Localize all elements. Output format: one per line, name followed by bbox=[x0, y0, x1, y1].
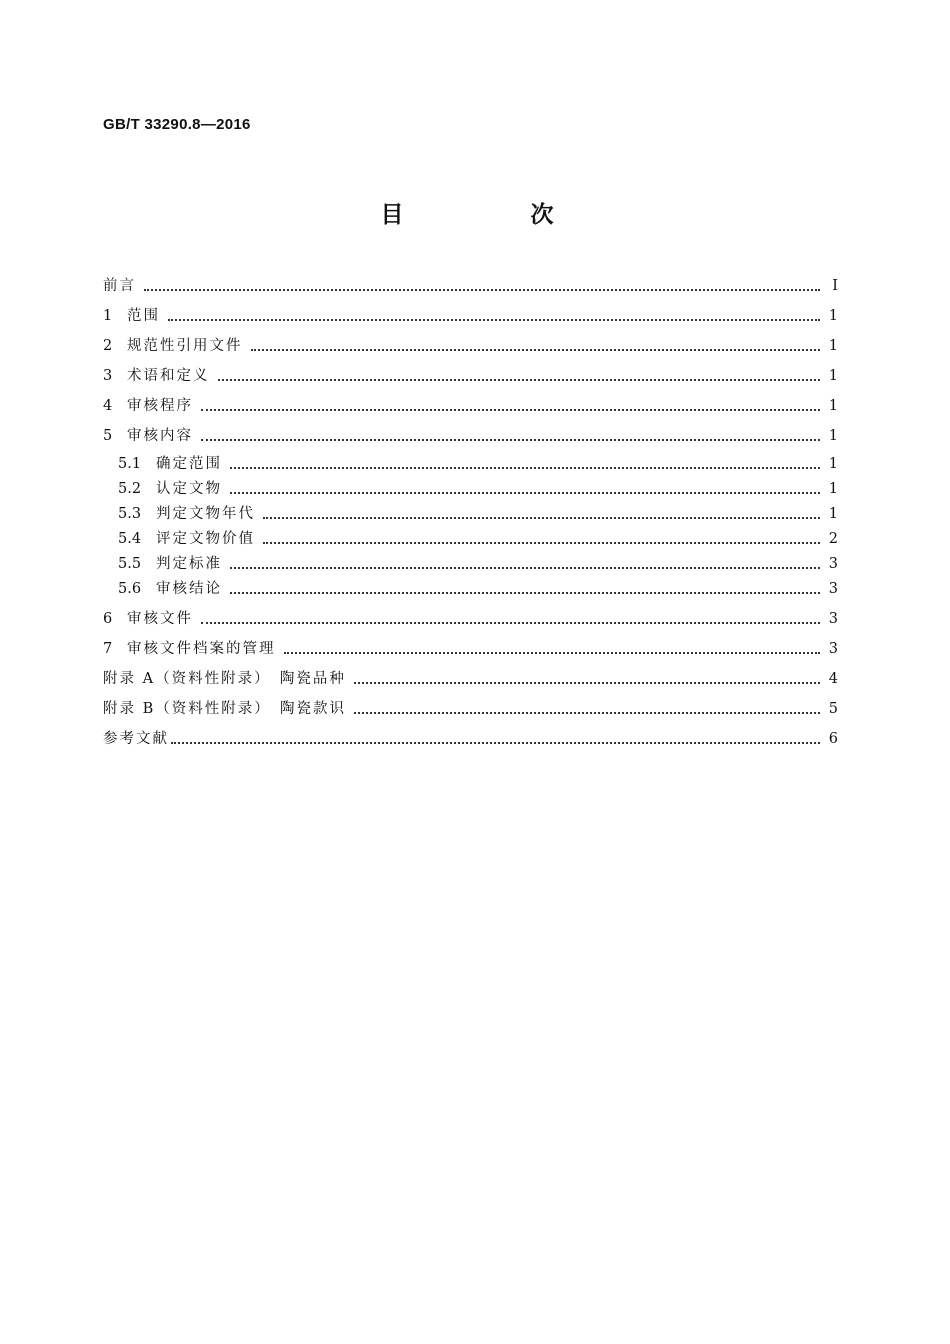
toc-entry-number: 5.6 bbox=[118, 581, 142, 597]
toc-entry-review-procedure[interactable] bbox=[103, 394, 838, 416]
toc-entry-page: 1 bbox=[828, 398, 838, 414]
toc-leader-dots bbox=[230, 467, 820, 469]
toc-leader-dots bbox=[201, 622, 820, 624]
toc-entry-label: 规范性引用文件 bbox=[127, 338, 243, 354]
toc-entry-page: 1 bbox=[828, 481, 838, 497]
toc-entry-page: 3 bbox=[828, 641, 838, 657]
toc-entry-label: 审核内容 bbox=[127, 428, 193, 444]
toc-entry-foreword[interactable] bbox=[103, 274, 838, 296]
toc-entry-number: 5.4 bbox=[118, 531, 142, 547]
toc-entry-label: 术语和定义 bbox=[127, 368, 210, 384]
toc-entry-page: 3 bbox=[828, 581, 838, 597]
toc-entry-label: 评定文物价值 bbox=[156, 531, 255, 547]
toc-leader-dots bbox=[284, 652, 821, 654]
toc-entry-label: 审核结论 bbox=[156, 581, 222, 597]
toc-entry-label: 前言 bbox=[103, 278, 136, 294]
toc-entry-label: 确定范围 bbox=[156, 456, 222, 472]
toc-entry-page: 1 bbox=[828, 338, 838, 354]
toc-entry-label: 附录 B（资料性附录） 陶瓷款识 bbox=[103, 701, 347, 717]
toc-entry-label: 审核文件档案的管理 bbox=[127, 641, 276, 657]
toc-entry-bibliography[interactable] bbox=[103, 727, 838, 749]
toc-leader-dots bbox=[263, 542, 820, 544]
toc-entry-5-2[interactable] bbox=[118, 477, 838, 499]
toc-title: 目 次 bbox=[380, 202, 606, 228]
toc-entry-number: 5.5 bbox=[118, 556, 142, 572]
toc-entry-5-5[interactable] bbox=[118, 552, 838, 574]
toc-leader-dots bbox=[251, 349, 821, 351]
toc-entry-label: 参考文献 bbox=[103, 731, 169, 747]
toc-entry-page: 1 bbox=[828, 428, 838, 444]
toc-entry-label: 认定文物 bbox=[156, 481, 222, 497]
toc-entry-page: Ⅰ bbox=[832, 278, 838, 294]
toc-entry-number: 5.1 bbox=[118, 456, 142, 472]
toc-entry-page: 2 bbox=[828, 531, 838, 547]
toc-entry-page: 6 bbox=[828, 731, 838, 747]
toc-entry-page: 1 bbox=[828, 456, 838, 472]
toc-entry-5-6[interactable] bbox=[118, 577, 838, 599]
toc-entry-number: 2 bbox=[103, 338, 113, 354]
toc-entry-number: 5 bbox=[103, 428, 113, 444]
toc-entry-number: 3 bbox=[103, 368, 113, 384]
toc-entry-review-documents[interactable] bbox=[103, 607, 838, 629]
toc-entry-page: 4 bbox=[828, 671, 838, 687]
toc-leader-dots bbox=[218, 379, 821, 381]
toc-entry-label: 判定文物年代 bbox=[156, 506, 255, 522]
toc-leader-dots bbox=[171, 742, 820, 744]
toc-entry-5-3[interactable] bbox=[118, 502, 838, 524]
toc-leader-dots bbox=[263, 517, 820, 519]
toc-entry-normative-references[interactable] bbox=[103, 334, 838, 356]
toc-entry-label: 范围 bbox=[127, 308, 160, 324]
toc-leader-dots bbox=[230, 592, 820, 594]
toc-entry-page: 3 bbox=[828, 611, 838, 627]
toc-entry-page: 1 bbox=[828, 506, 838, 522]
toc-leader-dots bbox=[354, 682, 820, 684]
toc-entry-annex-a[interactable] bbox=[103, 667, 838, 689]
toc-entry-5-4[interactable] bbox=[118, 527, 838, 549]
toc-entry-number: 4 bbox=[103, 398, 113, 414]
toc-leader-dots bbox=[144, 289, 820, 291]
toc-entry-label: 审核程序 bbox=[127, 398, 193, 414]
toc-entry-5-1[interactable] bbox=[118, 452, 838, 474]
toc-entry-label: 审核文件 bbox=[127, 611, 193, 627]
toc-entry-annex-b[interactable] bbox=[103, 697, 838, 719]
toc-entry-number: 6 bbox=[103, 611, 113, 627]
toc-entry-number: 7 bbox=[103, 641, 113, 657]
toc-entry-label: 判定标准 bbox=[156, 556, 222, 572]
toc-leader-dots bbox=[354, 712, 820, 714]
toc-entry-number: 5.2 bbox=[118, 481, 142, 497]
toc-entry-review-content[interactable] bbox=[103, 424, 838, 446]
toc-entry-number: 1 bbox=[103, 308, 113, 324]
toc-leader-dots bbox=[168, 319, 820, 321]
toc-entry-terms-definitions[interactable] bbox=[103, 364, 838, 386]
toc-entry-archive-management[interactable] bbox=[103, 637, 838, 659]
toc-entry-label: 附录 A（资料性附录） 陶瓷品种 bbox=[103, 671, 346, 687]
toc-entry-page: 5 bbox=[828, 701, 838, 717]
toc-entry-scope[interactable] bbox=[103, 304, 838, 326]
toc-leader-dots bbox=[201, 439, 820, 441]
toc-leader-dots bbox=[230, 567, 820, 569]
toc-leader-dots bbox=[201, 409, 820, 411]
toc-entry-page: 1 bbox=[828, 308, 838, 324]
toc-entry-number: 5.3 bbox=[118, 506, 142, 522]
toc-entry-page: 3 bbox=[828, 556, 838, 572]
standard-code: GB/T 33290.8—2016 bbox=[103, 116, 251, 133]
toc-entry-page: 1 bbox=[828, 368, 838, 384]
toc-leader-dots bbox=[230, 492, 820, 494]
